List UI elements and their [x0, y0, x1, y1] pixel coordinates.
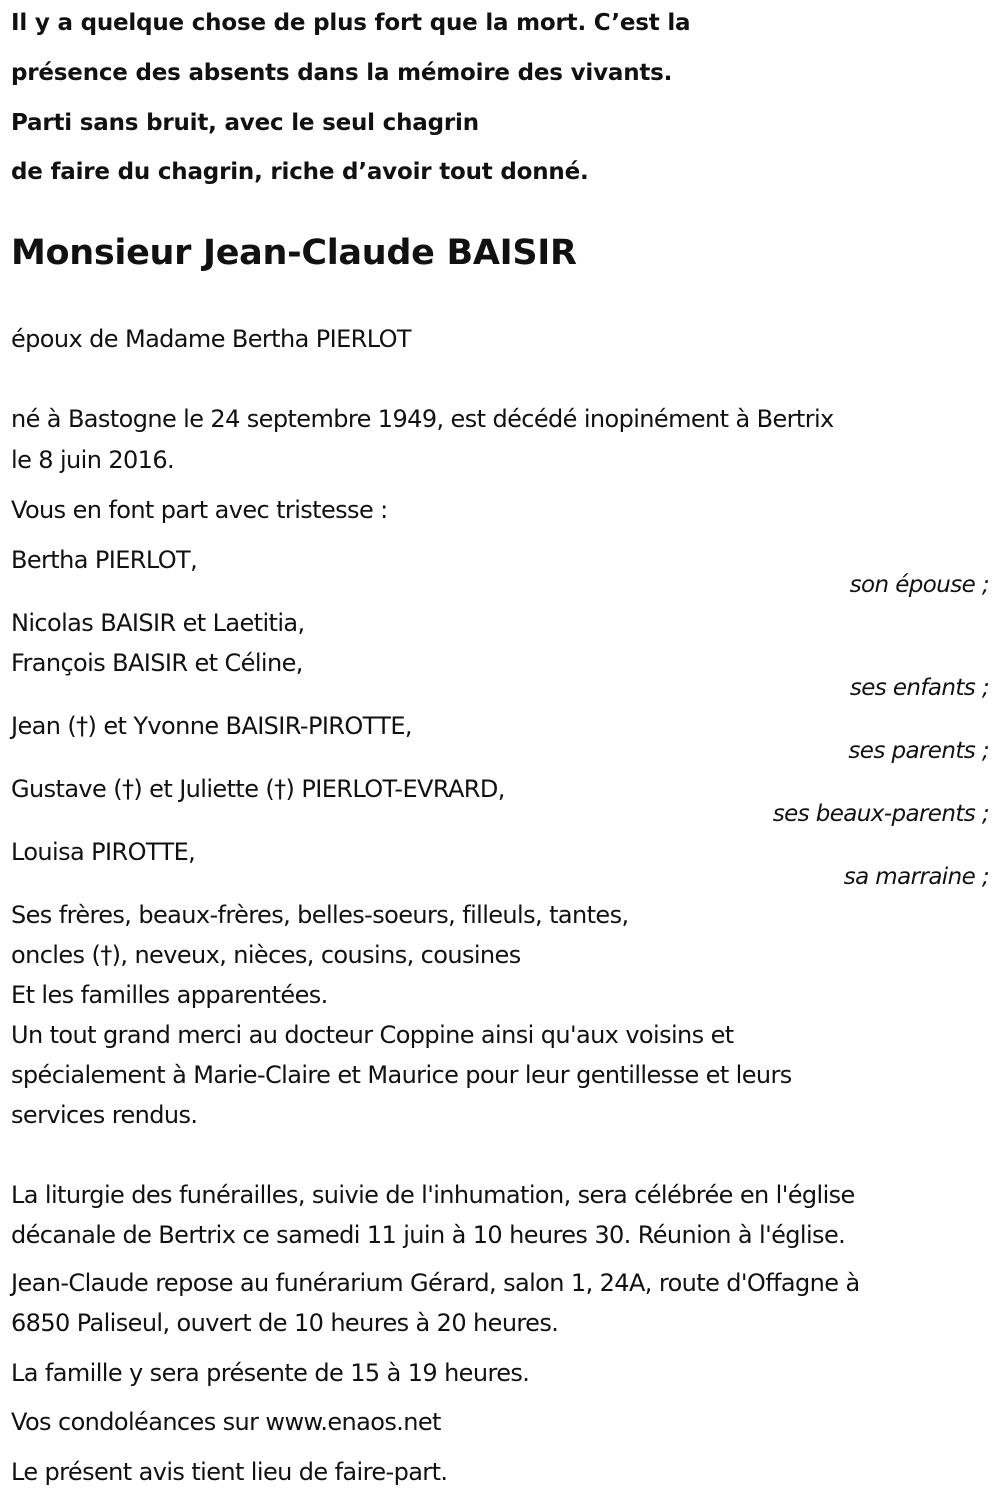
- announce-line: Vous en font part avec tristesse :: [11, 496, 388, 524]
- family-member: François BAISIR et Céline,: [11, 649, 303, 677]
- family-presence-line: La famille y sera présente de 15 à 19 heures.: [11, 1359, 530, 1387]
- family-member: Gustave (†) et Juliette (†) PIERLOT-EVRARD,: [11, 775, 505, 803]
- extended-family-line: Et les familles apparentées.: [11, 981, 328, 1009]
- condolences-line: Vos condoléances sur www.enaos.net: [11, 1408, 441, 1436]
- family-relation: son épouse ;: [849, 572, 989, 598]
- family-relation: ses beaux-parents ;: [772, 801, 989, 827]
- notice-line: Le présent avis tient lieu de faire-part.: [11, 1458, 448, 1486]
- family-relation: sa marraine ;: [843, 864, 989, 890]
- extended-family-line: Ses frères, beaux-frères, belles-soeurs, filleuls, tantes,: [11, 901, 629, 929]
- spouse-line: époux de Madame Bertha PIERLOT: [11, 325, 411, 353]
- quote-line: Parti sans bruit, avec le seul chagrin: [11, 110, 479, 136]
- funerarium-line: 6850 Paliseul, ouvert de 10 heures à 20 heures.: [11, 1309, 559, 1337]
- extended-family-line: oncles (†), neveux, nièces, cousins, cousines: [11, 941, 521, 969]
- family-member: Jean (†) et Yvonne BAISIR-PIROTTE,: [11, 712, 412, 740]
- family-member: Nicolas BAISIR et Laetitia,: [11, 609, 305, 637]
- quote-line: de faire du chagrin, riche d’avoir tout donné.: [11, 159, 589, 185]
- funerarium-line: Jean-Claude repose au funérarium Gérard, salon 1, 24A, route d'Offagne à: [11, 1269, 860, 1297]
- deceased-name-title: Monsieur Jean-Claude BAISIR: [11, 233, 577, 273]
- family-member: Bertha PIERLOT,: [11, 546, 198, 574]
- thanks-line: services rendus.: [11, 1101, 198, 1129]
- family-member: Louisa PIROTTE,: [11, 838, 196, 866]
- quote-line: présence des absents dans la mémoire des vivants.: [11, 60, 673, 86]
- liturgy-line: La liturgie des funérailles, suivie de l'inhumation, sera célébrée en l'église: [11, 1181, 855, 1209]
- family-relation: ses parents ;: [848, 738, 989, 764]
- quote-line: Il y a quelque chose de plus fort que la mort. C’est la: [11, 10, 691, 36]
- liturgy-line: décanale de Bertrix ce samedi 11 juin à 10 heures 30. Réunion à l'église.: [11, 1221, 846, 1249]
- thanks-line: Un tout grand merci au docteur Coppine ainsi qu'aux voisins et: [11, 1021, 734, 1049]
- birth-death-line: né à Bastogne le 24 septembre 1949, est décédé inopinément à Bertrix: [11, 405, 834, 433]
- family-relation: ses enfants ;: [849, 675, 989, 701]
- birth-death-line: le 8 juin 2016.: [11, 446, 175, 474]
- thanks-line: spécialement à Marie-Claire et Maurice pour leur gentillesse et leurs: [11, 1061, 792, 1089]
